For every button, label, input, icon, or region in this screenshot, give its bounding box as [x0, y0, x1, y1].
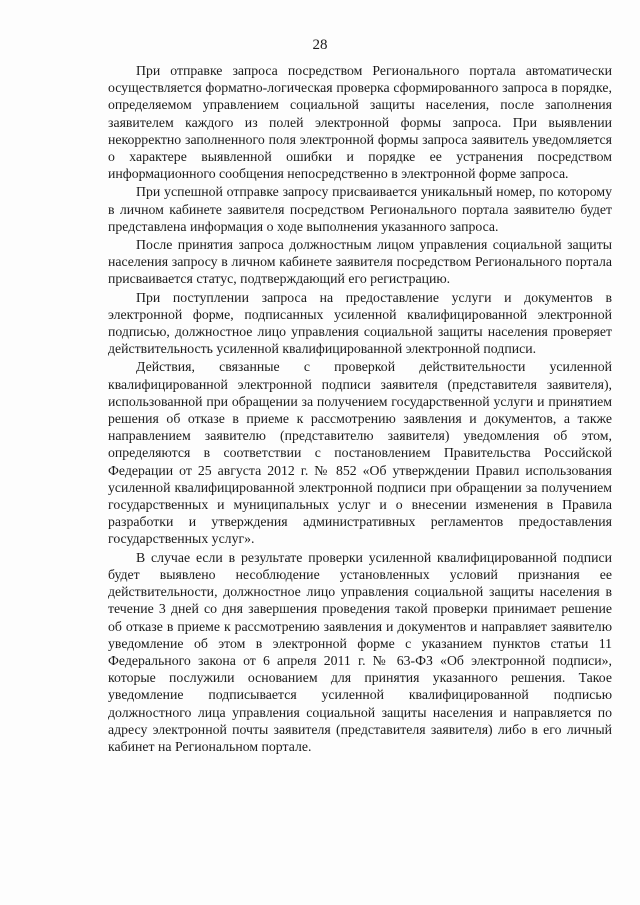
- paragraph-portal-validation: При отправке запроса посредством Регионального портала автоматически осуществляется форматно-логическая проверка сформированного запроса в порядке, определяемом управлением социальной защиты населения, после заполнения заявителем каждого из полей электронной формы запроса. При выявлении некорректно заполненного поля электронной формы запроса заявитель уведомляется о характере выявленной ошибки и порядке ее устранения посредством информационного сообщения непосредственно в электронной форме запроса.: [108, 63, 612, 182]
- page-number: 28: [312, 37, 328, 53]
- document-body: [108, 62, 612, 755]
- paragraph-signature-check: При поступлении запроса на предоставление услуги и документов в электронной форме, подписанных усиленной квалифицированной электронной подписью, должностное лицо управления социальной защиты населения проверяет действительность усиленной квалифицированной электронной подписи.: [108, 289, 612, 357]
- paragraph-refusal-notice: В случае если в результате проверки усиленной квалифицированной подписи будет выявлено несоблюдение установленных условий признания ее действительности, должностное лицо управления социальной защиты населения в течение 3 дней со дня завершения проведения такой проверки принимает решение об отказе в приеме к рассмотрению заявления и документов и направляет заявителю уведомление об этом в электронной форме с указанием пунктов статьи 11 Федерального закона от 6 апреля 2011 г. № 63-ФЗ «Об электронной подписи», которые послужили основанием для принятия указанного решения. Такое уведомление подписывается усиленной квалифицированной подписью должностного лица управления социальной защиты населения и направляется по адресу электронной почты заявителя (представителя заявителя) либо в его личный кабинет на Региональном портале.: [108, 549, 612, 754]
- paragraph-unique-number: При успешной отправке запросу присваивается уникальный номер, по которому в личном кабинете заявителя посредством Регионального портала заявителю будет представлена информация о ходе выполнения указанного запроса.: [108, 184, 612, 234]
- paragraph-registration-status: После принятия запроса должностным лицом управления социальной защиты населения запросу в личном кабинете заявителя посредством Регионального портала присваивается статус, подтверждающий его регистрацию.: [108, 237, 612, 287]
- paragraph-signature-actions: Действия, связанные с проверкой действительности усиленной квалифицированной электронной подписи заявителя (представителя заявителя), использованной при обращении за получением государственной услуги и принятием решения об отказе в приеме к рассмотрению заявления и документов, а также направлением заявителю (представителю заявителя) уведомления об этом, определяются в соответствии с постановлением Правительства Российской Федерации от 25 августа 2012 г. № 852 «Об утверждении Правил использования усиленной квалифицированной электронной подписи при обращении за получением государственных и муниципальных услуг и о внесении изменения в Правила разработки и утверждения административных регламентов предоставления государственных услуг».: [108, 359, 612, 547]
